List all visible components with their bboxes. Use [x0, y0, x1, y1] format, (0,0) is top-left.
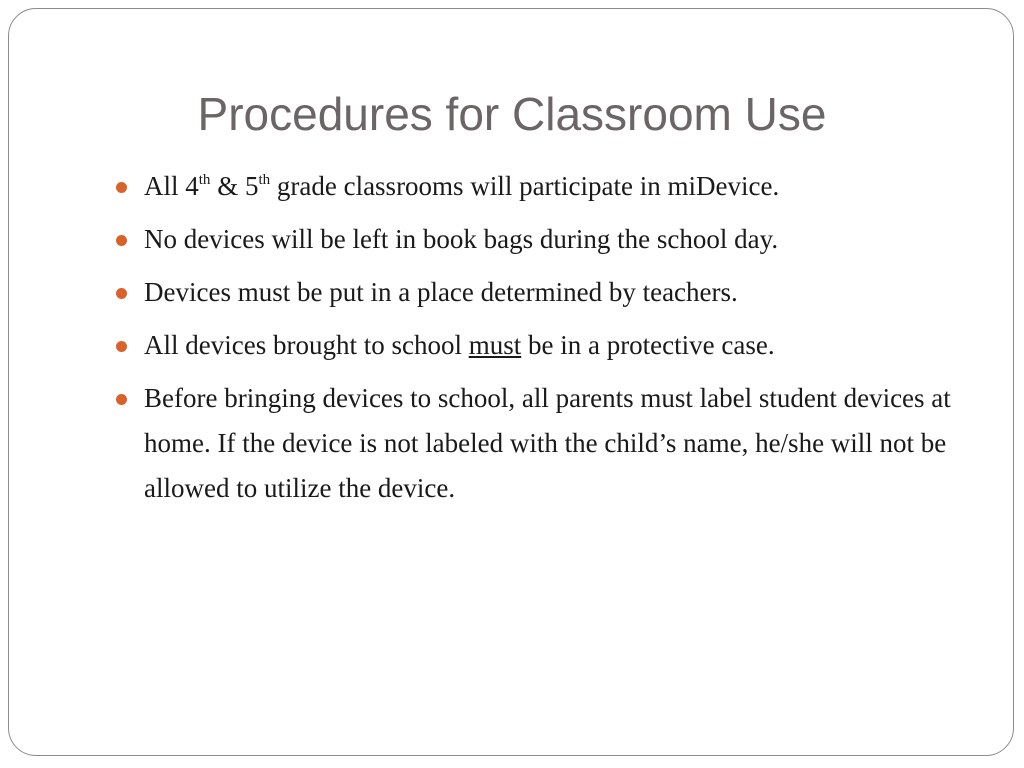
superscript-th: th — [198, 172, 211, 188]
bullet-text-part: All 4 — [144, 171, 199, 201]
bullet-dot-icon — [116, 235, 127, 246]
bullet-list — [114, 164, 974, 519]
bullet-item-placement — [114, 270, 974, 315]
bullet-item-labeling — [114, 376, 974, 511]
bullet-dot-icon — [116, 288, 127, 299]
bullet-dot-icon — [116, 341, 127, 352]
bullet-dot-icon — [116, 394, 127, 405]
bullet-dot-icon — [116, 182, 127, 193]
bullet-item-classrooms — [114, 164, 974, 209]
bullet-text-part: All devices brought to school — [144, 330, 469, 360]
bullet-text: Devices must be put in a place determined by teachers. — [144, 277, 738, 307]
bullet-item-protective-case — [114, 323, 974, 368]
superscript-th: th — [258, 172, 271, 188]
bullet-text: Before bringing devices to school, all parents must label student devices at home. If the device is not labeled with the child’s name, he/she will not be allowed to utilize the device. — [144, 383, 951, 503]
bullet-text: No devices will be left in book bags during the school day. — [144, 224, 779, 254]
slide-title: Procedures for Classroom Use — [197, 88, 827, 140]
bullet-text-part: be in a protective case. — [521, 330, 775, 360]
bullet-text-part: grade classrooms will participate in miDevice. — [270, 171, 780, 201]
bullet-text-part: & 5 — [210, 171, 259, 201]
emphasis-must: must — [468, 330, 522, 360]
bullet-item-book-bags — [114, 217, 974, 262]
